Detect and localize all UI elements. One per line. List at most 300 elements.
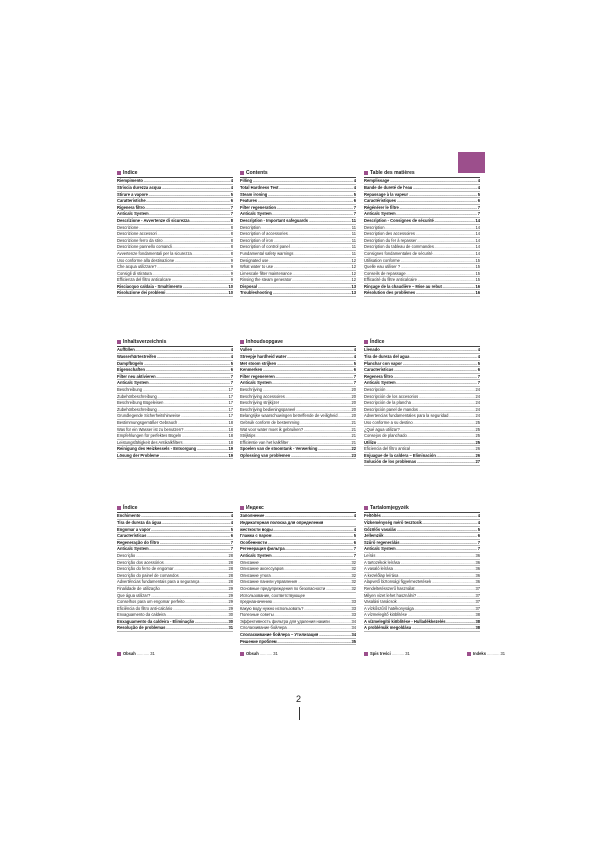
toc-entry[interactable] [240, 238, 356, 245]
dot-leader [156, 374, 230, 380]
toc-entry[interactable] [117, 446, 233, 453]
toc-entry[interactable] [117, 553, 233, 560]
toc-entry[interactable] [117, 218, 233, 225]
toc-entry-page: 8 [230, 217, 233, 223]
dot-leader [144, 361, 231, 367]
page-divider [299, 707, 300, 720]
toc-entry-title: Rigenera filtro [117, 204, 145, 210]
dot-leader [449, 413, 475, 419]
toc-entry[interactable] [364, 277, 480, 284]
toc-entry[interactable] [240, 420, 356, 427]
toc-entry[interactable] [364, 560, 480, 567]
toc-entry[interactable] [364, 446, 480, 453]
toc-entry-title: Troubleshooting [240, 290, 273, 296]
toc-entry[interactable] [117, 192, 233, 199]
dot-leader [181, 413, 228, 419]
square-bullet-icon [364, 340, 368, 344]
toc-entry[interactable] [364, 606, 480, 613]
toc-entry[interactable] [364, 459, 480, 466]
toc-entry[interactable] [240, 347, 356, 354]
toc-entry[interactable] [117, 244, 233, 251]
toc-entry[interactable] [240, 527, 356, 534]
toc-entry[interactable] [117, 290, 233, 297]
toc-entry-page: 7 [230, 539, 233, 545]
toc-entry-title: Rinçage de la chaudière – Mise au rebut [364, 283, 442, 289]
toc-entry-title: Anticalc System [364, 546, 396, 552]
toc-entry[interactable] [117, 440, 233, 447]
toc-entry[interactable] [364, 231, 480, 238]
toc-entry[interactable] [240, 367, 356, 374]
toc-entry-page: 9 [230, 257, 233, 263]
toc-entry-title: Características [117, 533, 147, 539]
toc-entry[interactable] [240, 546, 356, 553]
toc-entry-title: Streepje hardheid water [240, 353, 287, 359]
toc-entry[interactable] [240, 593, 356, 600]
toc-entry[interactable] [364, 579, 480, 586]
toc-entry[interactable] [117, 284, 233, 291]
toc-entry[interactable] [364, 546, 480, 553]
toc-entry-title: Основные предупреждения по безопасности [240, 585, 326, 591]
toc-entry[interactable] [240, 513, 356, 520]
toc-entry[interactable] [117, 612, 233, 619]
toc-entry[interactable] [240, 560, 356, 567]
toc-entry[interactable] [364, 225, 480, 232]
toc-entry-title: Limescale filter maintenance [240, 270, 292, 276]
toc-entry-title: Descrição [117, 552, 136, 558]
toc-entry[interactable] [364, 367, 480, 374]
toc-entry[interactable] [117, 354, 233, 361]
dot-leader [149, 211, 230, 217]
toc-entry-page: 7 [230, 373, 233, 379]
toc-entry-page: 26 [475, 446, 480, 452]
toc-entry[interactable] [364, 354, 480, 361]
toc-entry[interactable] [364, 394, 480, 401]
toc-entry[interactable] [240, 290, 356, 297]
toc-entry-title: Descripción de los accesorios [364, 393, 419, 399]
toc-entry[interactable] [117, 560, 233, 567]
toc-entry-page: 7 [353, 211, 356, 217]
dot-leader [280, 400, 351, 406]
toc-entry-title: Особенности [240, 539, 267, 545]
toc-entry-title: Consigli di stiratura [117, 270, 152, 276]
toc-entry[interactable] [364, 540, 480, 547]
toc-entry[interactable] [240, 361, 356, 368]
toc-entry[interactable] [117, 527, 233, 534]
dot-leader [184, 427, 228, 433]
toc-entry-page: 4 [230, 353, 233, 359]
toc-entry[interactable] [117, 453, 233, 460]
toc-entry-page: 11 [351, 244, 356, 250]
toc-entry[interactable] [364, 427, 480, 434]
toc-entry[interactable] [240, 413, 356, 420]
toc-entry-page: 15 [475, 264, 480, 270]
dot-leader [273, 290, 351, 296]
toc-entry-page: 4 [230, 178, 233, 184]
toc-block [240, 170, 356, 297]
toc-entry[interactable] [364, 258, 480, 265]
toc-entry[interactable] [240, 192, 356, 199]
dot-leader [400, 258, 474, 264]
toc-entry-page: 38 [475, 625, 480, 631]
toc-entry-page: 32 [351, 585, 356, 591]
toc-entry[interactable] [117, 198, 233, 205]
toc-entry[interactable] [117, 374, 233, 381]
toc-entry[interactable] [240, 400, 356, 407]
toc-entry-title: Rendeltetésszerű használat [364, 585, 415, 591]
toc-entry[interactable] [117, 533, 233, 540]
toc-entry-page: 32 [351, 559, 356, 565]
dot-leader [274, 264, 351, 270]
toc-entry-title: Uso conforme alla destinazione [117, 257, 175, 263]
dot-leader [272, 380, 353, 386]
toc-entry[interactable] [364, 407, 480, 414]
dot-leader [185, 599, 228, 605]
dot-leader [400, 560, 474, 566]
toc-entry-page: 28 [228, 552, 233, 558]
toc-entry-title: Reinigung des Heizkessels - Entsorgung [117, 446, 197, 452]
toc-entry[interactable] [240, 566, 356, 573]
toc-entry-title: Régénérer le filtre [364, 204, 399, 210]
toc-entry-page: 7 [477, 380, 480, 386]
dot-leader [192, 251, 230, 257]
toc-entry-page: 29 [228, 585, 233, 591]
toc-entry-title: Описание аксессуаров [240, 566, 284, 572]
toc-entry-page: 4 [230, 519, 233, 525]
toc-entry-title: Anticalc System [240, 211, 272, 217]
toc-entry[interactable] [117, 413, 233, 420]
toc-entry[interactable] [364, 192, 480, 199]
toc-entry-page: 7 [353, 380, 356, 386]
toc-entry-page: 25 [475, 433, 480, 439]
toc-entry[interactable] [240, 407, 356, 414]
toc-entry[interactable] [240, 625, 356, 632]
toc-entry[interactable] [240, 579, 356, 586]
toc-entry[interactable] [240, 271, 356, 278]
toc-entry[interactable] [364, 205, 480, 212]
toc-entry[interactable] [364, 453, 480, 460]
toc-entry-page: 7 [353, 546, 356, 552]
toc-entry[interactable] [240, 258, 356, 265]
toc-entry-title: Strijktips [240, 433, 256, 439]
toc-entry[interactable] [240, 211, 356, 218]
dot-leader [397, 198, 478, 204]
toc-entry[interactable] [117, 387, 233, 394]
toc-heading [117, 505, 233, 513]
toc-entry-title: Descripción [364, 386, 386, 392]
toc-entry[interactable] [364, 374, 480, 381]
dot-leader [268, 192, 353, 198]
toc-entry-page: 33 [351, 612, 356, 618]
bottom-nav-item[interactable] [117, 651, 155, 656]
dot-leader [163, 238, 230, 244]
toc-entry[interactable] [117, 347, 233, 354]
toc-entry-title: Designated use [240, 257, 269, 263]
toc-entry[interactable] [117, 367, 233, 374]
toc-entry[interactable] [240, 231, 356, 238]
toc-entry[interactable] [117, 380, 233, 387]
toc-entry[interactable] [240, 632, 356, 639]
toc-heading-text: Tartalomjegyzék [370, 505, 409, 511]
toc-entry[interactable] [117, 205, 233, 212]
toc-entry[interactable] [117, 579, 233, 586]
toc-entry[interactable] [364, 218, 480, 225]
toc-entry-title: Zubehörbeschreibung [117, 393, 157, 399]
toc-entry[interactable] [240, 277, 356, 284]
toc-entry[interactable] [364, 251, 480, 258]
toc-entry[interactable] [364, 612, 480, 619]
toc-entry[interactable] [117, 566, 233, 573]
toc-entry-title: Consignes fondamentales de sécurité [364, 250, 433, 256]
toc-entry[interactable] [364, 593, 480, 600]
toc-entry[interactable] [117, 546, 233, 553]
toc-entry[interactable] [117, 271, 233, 278]
toc-entry-page: 30 [228, 612, 233, 618]
toc-entry-title: Description des accessoires [364, 231, 415, 237]
toc-entry[interactable] [117, 258, 233, 265]
toc-entry-title: Заполнение [240, 513, 265, 519]
toc-entry-page: 17 [228, 413, 233, 419]
toc-entry[interactable] [364, 238, 480, 245]
toc-entry[interactable] [117, 520, 233, 527]
toc-entry[interactable] [364, 599, 480, 606]
toc-entry[interactable] [240, 619, 356, 626]
toc-entry[interactable] [240, 446, 356, 453]
toc-entry[interactable] [364, 271, 480, 278]
toc-entry-page: 25 [475, 419, 480, 425]
toc-entry[interactable] [240, 205, 356, 212]
toc-entry-title: Alapvető biztonsági figyelmeztetések [364, 579, 432, 585]
toc-entry[interactable] [364, 440, 480, 447]
toc-entry[interactable] [240, 433, 356, 440]
toc-entry[interactable] [117, 573, 233, 580]
toc-entry[interactable] [117, 225, 233, 232]
square-bullet-icon [240, 652, 244, 656]
toc-entry[interactable] [117, 277, 233, 284]
toc-entry[interactable] [240, 284, 356, 291]
square-bullet-icon [240, 171, 244, 175]
toc-entry[interactable] [240, 453, 356, 460]
toc-entry[interactable] [364, 211, 480, 218]
dot-leader [399, 205, 477, 211]
toc-entry[interactable] [364, 625, 480, 632]
toc-entry[interactable] [240, 354, 356, 361]
toc-entry[interactable] [240, 218, 356, 225]
bottom-nav-item[interactable] [364, 651, 410, 656]
toc-entry[interactable] [364, 413, 480, 420]
toc-entry[interactable] [240, 178, 356, 185]
toc-entry[interactable] [364, 527, 480, 534]
dot-leader [417, 593, 475, 599]
toc-entry-page: 7 [230, 546, 233, 552]
toc-entry-title: Finalidade de utilização [117, 585, 160, 591]
toc-entry[interactable] [240, 639, 356, 646]
dot-leader [276, 205, 353, 211]
toc-entry-page: 36 [475, 566, 480, 572]
toc-entry-title: Descrizione - Avvertenze di sicurezza [117, 217, 190, 223]
toc-entry[interactable] [117, 211, 233, 218]
toc-entry-title: Jellemzők [364, 533, 384, 539]
toc-entry[interactable] [364, 586, 480, 593]
toc-entry[interactable] [117, 586, 233, 593]
toc-entry[interactable] [364, 520, 480, 527]
toc-entry[interactable] [240, 553, 356, 560]
toc-entry[interactable] [117, 400, 233, 407]
toc-entry[interactable] [364, 347, 480, 354]
toc-entry[interactable] [240, 394, 356, 401]
toc-entry-page: 36 [475, 579, 480, 585]
toc-entry-page: 4 [353, 178, 356, 184]
toc-entry[interactable] [117, 625, 233, 632]
toc-entry[interactable] [364, 566, 480, 573]
page-number: 2 [296, 694, 302, 704]
square-bullet-icon [364, 506, 368, 510]
toc-entry-page: 16 [475, 290, 480, 296]
toc-entry[interactable] [240, 387, 356, 394]
toc-entry[interactable] [240, 374, 356, 381]
toc-entry-title: Uso conforme a su destino [364, 419, 413, 425]
toc-entry-title: Регенерация фильтра [240, 546, 285, 552]
dot-leader [289, 440, 351, 446]
toc-entry-page: 25 [475, 439, 480, 445]
dot-leader [296, 407, 351, 413]
toc-entry[interactable] [364, 185, 480, 192]
toc-entry[interactable] [240, 599, 356, 606]
toc-entry[interactable] [240, 185, 356, 192]
dot-leader [442, 284, 475, 290]
toc-heading [117, 339, 233, 347]
toc-entry[interactable] [364, 387, 480, 394]
dot-leader [261, 225, 351, 231]
toc-entry[interactable] [117, 420, 233, 427]
toc-entry-page: 7 [230, 204, 233, 210]
toc-entry[interactable] [117, 540, 233, 547]
toc-entry-page: 31 [228, 625, 233, 631]
toc-entry[interactable] [364, 361, 480, 368]
toc-entry-page: 7 [230, 380, 233, 386]
toc-entry[interactable] [364, 553, 480, 560]
toc-entry-title: Description du fer à repasser [364, 237, 417, 243]
toc-entry-title: Oplossing van problemen [240, 452, 291, 458]
toc-entry-page: 29 [228, 592, 233, 598]
toc-entry[interactable] [117, 264, 233, 271]
toc-entry[interactable] [364, 198, 480, 205]
toc-entry[interactable] [117, 599, 233, 606]
toc-entry-page: 4 [477, 513, 480, 519]
toc-entry[interactable] [117, 619, 233, 626]
toc-entry[interactable] [240, 440, 356, 447]
toc-entry-page: 7 [353, 552, 356, 558]
dot-leader [157, 354, 231, 360]
dot-leader [139, 225, 230, 231]
toc-entry[interactable] [240, 380, 356, 387]
toc-entry-title: Zubehörbeschreibung [117, 406, 157, 412]
toc-entry[interactable] [240, 264, 356, 271]
toc-entry-title: A vízkőszűrő hatékonysága [364, 605, 414, 611]
toc-entry[interactable] [240, 573, 356, 580]
toc-entry[interactable] [364, 573, 480, 580]
toc-entry[interactable] [117, 238, 233, 245]
dot-leader [385, 225, 475, 231]
toc-entry[interactable] [117, 178, 233, 185]
toc-entry-page: 32 [351, 572, 356, 578]
toc-entry-title: Описание утюга [240, 572, 271, 578]
toc-entry[interactable] [117, 361, 233, 368]
toc-entry[interactable] [117, 185, 233, 192]
dot-leader [288, 231, 351, 237]
toc-entry-title: Anticalc System [117, 546, 149, 552]
toc-entry[interactable] [240, 586, 356, 593]
toc-entry-title: Features [240, 198, 258, 204]
bottom-nav-item[interactable] [240, 651, 278, 656]
toc-heading-text: Inhaltsverzeichnis [123, 339, 167, 345]
toc-entry-page: 32 [351, 566, 356, 572]
toc-entry[interactable] [240, 520, 356, 527]
toc-entry-page: 37 [475, 585, 480, 591]
toc-entry[interactable] [240, 612, 356, 619]
toc-entry[interactable] [240, 606, 356, 613]
toc-entry[interactable] [240, 244, 356, 251]
toc-entry-title: Vasalási tanácsok [364, 599, 397, 605]
toc-entry[interactable] [117, 606, 233, 613]
dot-leader [406, 271, 475, 277]
toc-entry[interactable] [240, 533, 356, 540]
toc-entry[interactable] [364, 433, 480, 440]
toc-entry[interactable] [240, 427, 356, 434]
dot-leader [418, 407, 475, 413]
dot-leader [157, 394, 228, 400]
dot-leader [166, 625, 228, 631]
toc-entry[interactable] [364, 400, 480, 407]
toc-entry-title: Descrição dos acessórios [117, 559, 164, 565]
dot-leader [164, 560, 228, 566]
toc-entry[interactable] [117, 394, 233, 401]
toc-entry[interactable] [364, 420, 480, 427]
bottom-nav-page: 31 [405, 651, 410, 656]
toc-entry[interactable] [364, 264, 480, 271]
toc-entry[interactable] [240, 540, 356, 547]
toc-entry[interactable] [364, 178, 480, 185]
toc-entry[interactable] [117, 251, 233, 258]
toc-entry-title: Beschrijving bedieningspaneel [240, 406, 296, 412]
toc-entry[interactable] [364, 284, 480, 291]
toc-entry[interactable] [364, 380, 480, 387]
toc-entry[interactable] [117, 231, 233, 238]
bottom-nav-item[interactable] [467, 651, 505, 656]
toc-heading-text: Índice [370, 339, 385, 345]
dot-leader [183, 440, 228, 446]
toc-entry[interactable] [117, 407, 233, 414]
bottom-nav-page: 31 [273, 651, 278, 656]
toc-entry[interactable] [364, 290, 480, 297]
toc-entry[interactable] [240, 198, 356, 205]
toc-entry-title: Description - Important safeguards [240, 217, 309, 223]
toc-entry[interactable] [117, 433, 233, 440]
toc-entry[interactable] [240, 251, 356, 258]
toc-entry[interactable] [364, 244, 480, 251]
toc-entry[interactable] [117, 593, 233, 600]
toc-entry-page: 33 [351, 605, 356, 611]
toc-entry[interactable] [240, 225, 356, 232]
dot-leader [411, 400, 475, 406]
toc-entry[interactable] [117, 427, 233, 434]
toc-entry[interactable] [364, 533, 480, 540]
dot-leader [434, 244, 475, 250]
toc-entry-page: 11 [351, 231, 356, 237]
toc-entry[interactable] [117, 513, 233, 520]
dot-leader [147, 533, 230, 539]
toc-entry[interactable] [364, 619, 480, 626]
toc-entry[interactable] [364, 513, 480, 520]
